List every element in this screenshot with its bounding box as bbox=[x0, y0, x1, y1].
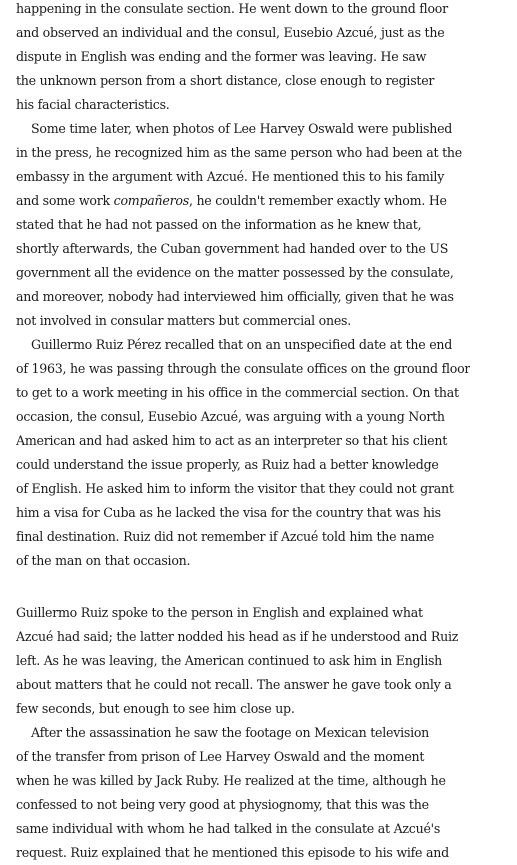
text-line: After the assassination he saw the footage on Mexican television bbox=[16, 725, 430, 740]
text-line: his facial characteristics. bbox=[16, 97, 170, 112]
text-line: of English. He asked him to inform the visitor that they could not grant bbox=[16, 481, 454, 496]
text-line: him a visa for Cuba as he lacked the visa for the country that was his bbox=[16, 505, 441, 520]
italic-word-companeros: compañeros bbox=[113, 193, 189, 208]
text-block-upper bbox=[16, 0, 470, 573]
text-line: dispute in English was ending and the former was leaving. He saw bbox=[16, 49, 427, 64]
text-line: not involved in consular matters but commercial ones. bbox=[16, 313, 351, 328]
text-line: confessed to not being very good at physiognomy, that this was the bbox=[16, 797, 429, 812]
text-line: about matters that he could not recall. The answer he gave took only a bbox=[16, 677, 452, 692]
text-line: embassy in the argument with Azcué. He mentioned this to his family bbox=[16, 169, 445, 184]
text-line: American and had asked him to act as an interpreter so that his client bbox=[16, 433, 448, 448]
text-line: same individual with whom he had talked in the consulate at Azcué's bbox=[16, 821, 441, 836]
text-block-lower bbox=[16, 601, 458, 865]
text-line: shortly afterwards, the Cuban government had handed over to the US bbox=[16, 241, 449, 256]
text-line: Some time later, when photos of Lee Harvey Oswald were published bbox=[16, 121, 453, 136]
text-line-with-italic: and some work compañeros, he couldn't remember exactly whom. He bbox=[16, 193, 447, 208]
text-line: happening in the consulate section. He went down to the ground floor bbox=[16, 1, 448, 16]
text-line: of the man on that occasion. bbox=[16, 553, 191, 568]
text-line: when he was killed by Jack Ruby. He realized at the time, although he bbox=[16, 773, 446, 788]
text-line: left. As he was leaving, the American continued to ask him in English bbox=[16, 653, 443, 668]
text-line: stated that he had not passed on the information as he knew that, bbox=[16, 217, 422, 232]
text-line: to get to a work meeting in his office in the commercial section. On that bbox=[16, 385, 459, 400]
text-line: and moreover, nobody had interviewed him officially, given that he was bbox=[16, 289, 454, 304]
text-line: occasion, the consul, Eusebio Azcué, was arguing with a young North bbox=[16, 409, 445, 424]
text-line: few seconds, but enough to see him close up. bbox=[16, 701, 295, 716]
text-line: Guillermo Ruiz spoke to the person in English and explained what bbox=[16, 605, 423, 620]
text-line: of the transfer from prison of Lee Harvey Oswald and the moment bbox=[16, 749, 425, 764]
text-line: Azcué had said; the latter nodded his head as if he understood and Ruiz bbox=[16, 629, 459, 644]
text-line: in the press, he recognized him as the same person who had been at the bbox=[16, 145, 462, 160]
text-line: the unknown person from a short distance, close enough to register bbox=[16, 73, 435, 88]
text-line: final destination. Ruiz did not remember if Azcué told him the name bbox=[16, 529, 435, 544]
text-line: and observed an individual and the consul, Eusebio Azcué, just as the bbox=[16, 25, 445, 40]
text-line: Guillermo Ruiz Pérez recalled that on an unspecified date at the end bbox=[16, 337, 453, 352]
text-line: could understand the issue properly, as Ruiz had a better knowledge bbox=[16, 457, 439, 472]
text-line: request. Ruiz explained that he mentioned this episode to his wife and bbox=[16, 845, 449, 860]
text-line: of 1963, he was passing through the consulate offices on the ground floor bbox=[16, 361, 471, 376]
text-line: government all the evidence on the matter possessed by the consulate, bbox=[16, 265, 454, 280]
